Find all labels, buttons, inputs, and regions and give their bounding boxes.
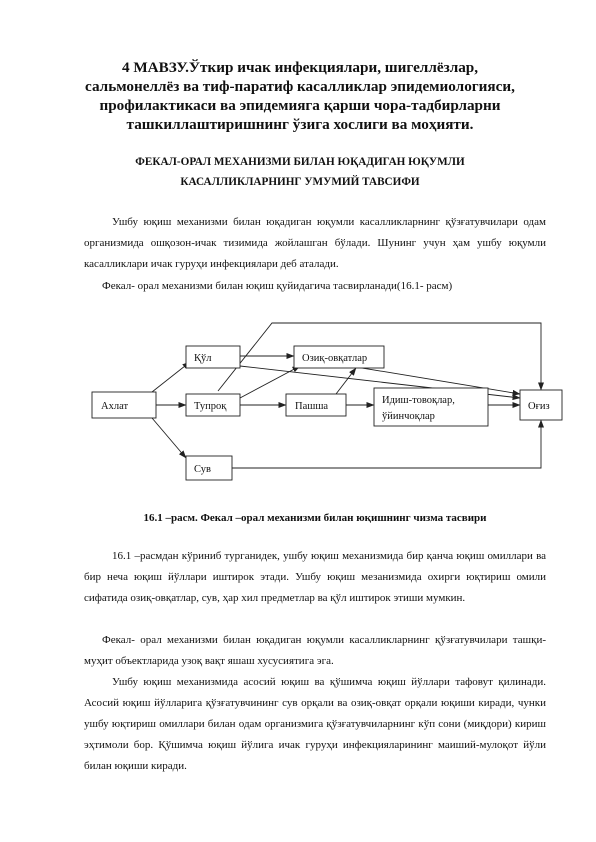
edge-akhlat-qul — [152, 362, 190, 392]
edge-tuproq-ozik — [240, 366, 300, 398]
node-idish-label-line1: Идиш-товоқлар, — [382, 395, 455, 406]
paragraph-3-text: 16.1 –расмдан кўриниб турганидек, ушбу юқиш механизмида бир қанча юқиш омиллари ва бир неча юқиш йўллари иштирок этади. Ушбу юқиш мезанизмида охирги юқтириш омили сифатида озиқ-овқатлар, сув, ҳар хил предметлар ва қўл иштирок этиши мумкин. — [84, 550, 546, 604]
node-qul — [186, 346, 240, 368]
section-heading: ФЕКАЛ-ОРАЛ МЕХАНИЗМИ БИЛАН ЮҚАДИГАН ЮҚУМЛИ КАСАЛЛИКЛАРНИНГ УМУМИЙ ТАВСИФИ — [135, 156, 465, 188]
paragraph-4 — [84, 630, 546, 672]
edge-pashsha-ozik — [336, 368, 356, 394]
node-pashsha-label: Пашша — [295, 401, 329, 412]
node-akhlat-label: Ахлат — [101, 401, 129, 412]
figure-caption: 16.1 –расм. Фекал –орал механизми билан юқишнинг чизма тасвири — [143, 512, 487, 524]
node-suv — [186, 456, 232, 480]
node-tuproq-label: Тупроқ — [194, 401, 227, 412]
node-ogiz — [520, 390, 562, 420]
paragraph-2-text: Фекал- орал механизми билан юқиш қуйидагича тасвирланади(16.1- расм) — [102, 280, 453, 292]
node-tuproq — [186, 394, 240, 416]
node-qul-label: Қўл — [194, 353, 212, 364]
paragraph-3 — [84, 546, 546, 609]
paragraph-1-text: Ушбу юқиш механизми билан юқадиган юқумли касалликларнинг қўзғатувчилари одам организмида ошқозон-ичак тизимида жойлашган бўлади. Шунинг учун ҳам ушбу юқумли касалликлари ичак гуруҳи инфекциялари деб аталади. — [84, 216, 546, 270]
paragraph-5 — [84, 672, 546, 777]
document-title: 4 МАВЗУ.Ўткир ичак инфекциялари, шигеллёзлар, сальмонеллёз ва тиф-паратиф касалликлар эпидемиологияси, профилактикаси ва эпидемияга қарши чора-тадбирларни ташкиллаштиришнинг ўзига хослиги ва моҳияти. — [85, 59, 515, 133]
node-idish-label-line2: ўйинчоқлар — [382, 411, 435, 422]
edge-akhlat-suv — [152, 418, 186, 458]
node-akhlat — [92, 392, 156, 418]
edge-suv-ogiz — [232, 420, 541, 468]
node-suv-label: Сув — [194, 464, 211, 475]
node-ozik-label: Озиқ-овқатлар — [302, 353, 368, 364]
node-pashsha — [286, 394, 346, 416]
node-idish — [374, 388, 488, 426]
paragraph-4-text: Фекал- орал механизми билан юқадиган юқумли касалликларнинг қўзғатувчилари ташқи-муҳит объектларида узоқ вақт яшаш хусусиятига эга. — [84, 634, 546, 667]
paragraph-5-text: Ушбу юқиш механизмида асосий юқиш ва қўшимча юқиш йўллари тафовут қилинади. Асосий юқиш йўлларига қўзғатувчининг сув орқали ва озиқ-овқат орқали юқиши киради, чунки ушбу юқтириш омиллари билан одам организмига қўзғатувчиларнинг кўп сони (миқдори) кириш эҳтимоли бор. Қўшимча юқиш йўлига ичак гуруҳи инфекцияларининг маиший-мулоқот йўли билан юқиши киради. — [84, 676, 546, 772]
node-ogiz-label: Оғиз — [528, 401, 550, 412]
node-ozik — [294, 346, 384, 368]
